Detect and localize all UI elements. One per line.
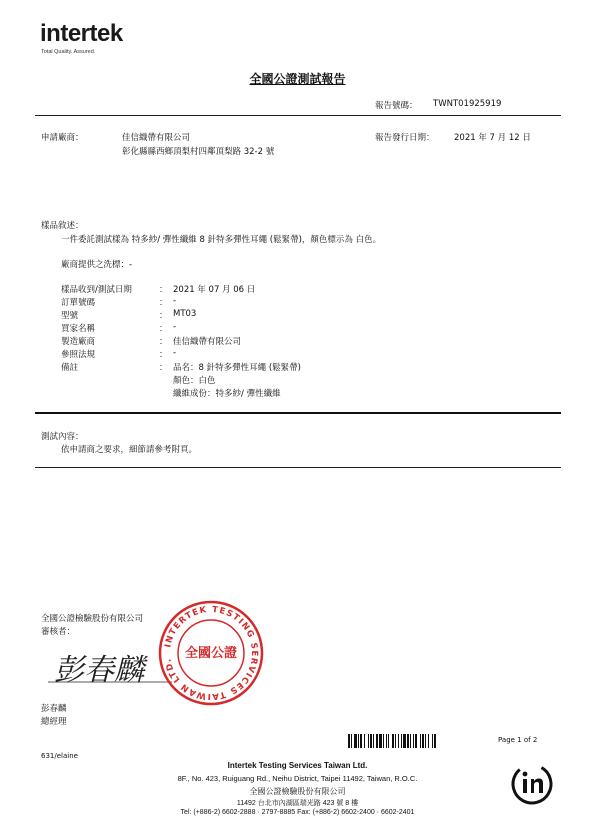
- field-value: 佳信織帶有限公司: [173, 337, 242, 347]
- care-label-line: 廠商提供之洗標：-: [61, 260, 133, 270]
- intertek-in-mark-icon: [510, 762, 554, 806]
- field-colon: ：: [159, 285, 168, 295]
- barcode-bar: [434, 734, 436, 748]
- barcode-bar: [376, 734, 378, 748]
- reviewer-label: 審核者：: [41, 627, 76, 637]
- barcode-bar: [364, 734, 365, 748]
- barcode-bar: [420, 734, 421, 748]
- applicant-name: 佳信織帶有限公司: [122, 133, 191, 143]
- field-label: 參照法規: [61, 350, 96, 360]
- barcode-bar: [370, 734, 372, 748]
- field-colon: ：: [159, 337, 168, 347]
- remark-line: 纖維成份：特多紗/ 彈性纖維: [173, 389, 281, 399]
- logo-tagline: Total Quality. Assured.: [41, 49, 96, 55]
- footer-address-en: 8F., No. 423, Ruiguang Rd., Neihu District, Taipei 11492, Taiwan, R.O.C.: [177, 774, 418, 783]
- field-label: 備註: [61, 363, 79, 373]
- barcode-bar: [407, 734, 409, 748]
- footer-phone: Tel: (+886-2) 6602-2888 · 2797-8885 Fax: (+886-2) 6602-2400 · 6602-2401: [180, 809, 415, 816]
- reference-code: 631/elaine: [41, 752, 78, 760]
- barcode-bar: [351, 734, 352, 748]
- company-seal: [158, 600, 264, 706]
- footer-company-en: Intertek Testing Services Taiwan Ltd.: [227, 761, 368, 770]
- field-value: MT03: [173, 309, 197, 319]
- barcode-bar: [401, 734, 402, 748]
- sample-description: 一件委託測試樣為 特多紗/ 彈性纖維 8 針特多彈性耳繩 (鬆緊帶)，顏色標示為 白色。: [61, 235, 382, 245]
- barcode-bar: [348, 734, 350, 748]
- field-colon: ：: [159, 324, 168, 334]
- barcode-bar: [415, 734, 417, 748]
- issue-date-label: 報告發行日期：: [375, 133, 435, 143]
- field-value: -: [173, 322, 177, 332]
- field-value: -: [173, 348, 177, 358]
- test-heading: 測試內容：: [41, 432, 84, 442]
- barcode-bar: [392, 734, 394, 748]
- barcode-bar: [379, 734, 382, 748]
- remark-line: 顏色：白色: [173, 376, 216, 386]
- section-rule: [35, 467, 561, 468]
- barcode-bar: [410, 734, 411, 748]
- field-label: 樣品收到/測試日期: [61, 285, 132, 295]
- svg-text:彭春麟: 彭春麟: [54, 653, 144, 688]
- report-title: 全國公證測試報告: [249, 72, 346, 86]
- field-value: 品名：8 針特多彈性耳繩 (鬆緊帶): [173, 363, 301, 373]
- barcode-bar: [368, 734, 369, 748]
- barcode-bar: [354, 734, 357, 748]
- barcode-bar: [388, 734, 389, 748]
- field-value: -: [173, 296, 177, 306]
- test-text: 依申請商之要求，細節請參考附頁。: [61, 445, 198, 455]
- field-colon: ：: [159, 363, 168, 373]
- field-colon: ：: [159, 298, 168, 308]
- barcode-bar: [360, 734, 362, 748]
- sample-heading: 樣品敘述：: [41, 221, 84, 231]
- svg-text:全國公證: 全國公證: [184, 646, 238, 661]
- signoff-company: 全國公證檢驗股份有限公司: [41, 614, 144, 624]
- svg-text:INTERTEK TESTING SERVICES TAIW: INTERTEK TESTING SERVICES TAIWAN LTD.: [163, 604, 260, 702]
- barcode-bar: [403, 734, 406, 748]
- field-label: 買家名稱: [61, 324, 96, 334]
- field-value: 2021 年 07 月 06 日: [173, 285, 256, 295]
- report-number-label: 報告號碼：: [375, 101, 418, 111]
- barcode-bar: [432, 734, 433, 748]
- barcode-bar: [395, 734, 396, 748]
- report-number: TWNT01925919: [433, 99, 502, 109]
- issue-date: 2021 年 7 月 12 日: [454, 133, 531, 143]
- applicant-label: 申請廠商：: [41, 133, 84, 143]
- barcode-bar: [383, 734, 384, 748]
- field-colon: ：: [159, 350, 168, 360]
- footer-company-zh: 全國公證檢驗股份有限公司: [249, 787, 346, 796]
- barcode-bar: [428, 734, 429, 748]
- barcode: [348, 734, 482, 748]
- signer-name: 彭春麟: [41, 704, 67, 714]
- page-number: Page 1 of 2: [498, 736, 538, 744]
- barcode-bar: [425, 734, 426, 748]
- field-colon: ：: [159, 311, 168, 321]
- barcode-bar: [413, 734, 414, 748]
- field-label: 訂單號碼: [61, 298, 96, 308]
- field-label: 型號: [61, 311, 79, 321]
- barcode-bar: [373, 734, 374, 748]
- applicant-address: 彰化縣縣西鄉頂梨村四鄰頂梨路 32-2 號: [122, 147, 275, 157]
- barcode-bar: [358, 734, 359, 748]
- signer-position: 總經理: [41, 717, 67, 727]
- intertek-logo: intertek: [40, 20, 123, 47]
- barcode-bar: [398, 734, 399, 748]
- section-rule: [35, 412, 561, 414]
- header-rule: [35, 115, 561, 116]
- field-label: 製造廠商: [61, 337, 96, 347]
- footer-address-zh: 11492 台北市內湖區瑞光路 423 號 8 樓: [236, 800, 359, 807]
- barcode-bar: [386, 734, 387, 748]
- barcode-bar: [422, 734, 424, 748]
